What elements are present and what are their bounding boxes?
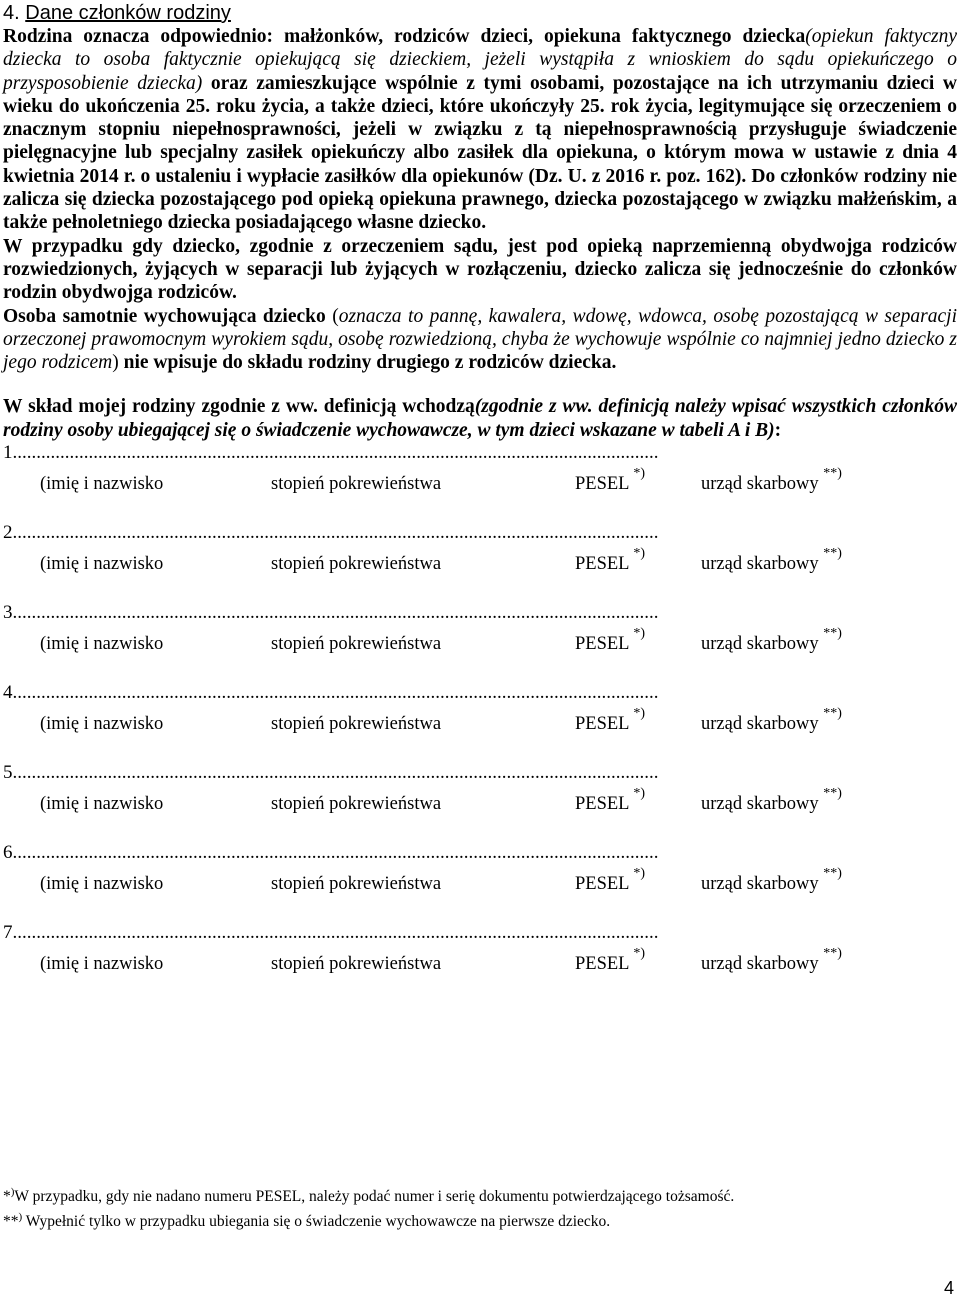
family-member-entry: [3, 442, 957, 522]
family-composition-intro: [3, 395, 957, 442]
footnote-1-text: W przypadku, gdy nie nadano numeru PESEL, należy podać numer i serię dokumentu potwierdzającego tożsamość.: [14, 1188, 735, 1205]
single-parent-paragraph: [3, 305, 957, 375]
single-parent-rule: nie wpisuje do składu rodziny drugiego z rodziców dziecka.: [123, 352, 617, 374]
label-tax-text: urząd skarbowy: [701, 954, 819, 975]
member-field-labels: [3, 468, 957, 498]
member-dots: .......................................................................................................................................: [17, 602, 659, 624]
label-tax-text: urząd skarbowy: [701, 714, 819, 735]
label-pesel-sup: *): [633, 866, 646, 882]
label-name: (imię i nazwisko: [40, 954, 164, 975]
composition-instruction: (zgodnie z ww. definicją należy wpisać wszystkich członków rodziny osoby ubiegającej się o świadczenie wychowawcze, w tym dzieci wskazane w tabeli A i B): [3, 396, 957, 441]
label-tax-sup: **): [823, 546, 842, 562]
label-tax-office: [701, 626, 842, 655]
member-number: 3.: [3, 602, 18, 624]
section-number: 4.: [3, 2, 20, 24]
label-relation: stopień pokrewieństwa: [271, 474, 442, 495]
label-pesel: [575, 786, 646, 815]
label-pesel-text: PESEL: [575, 634, 629, 655]
label-relation: stopień pokrewieństwa: [271, 954, 442, 975]
label-pesel-sup: *): [633, 786, 646, 802]
footnote-pesel: [3, 1185, 957, 1210]
family-member-entry: [3, 762, 957, 842]
family-member-entry: [3, 682, 957, 762]
label-name: (imię i nazwisko: [40, 634, 164, 655]
member-dots: .......................................................................................................................................: [17, 522, 659, 544]
label-tax-sup: **): [823, 466, 842, 482]
label-name: (imię i nazwisko: [40, 474, 164, 495]
document-page: [3, 0, 957, 1002]
label-tax-office: [701, 466, 842, 495]
family-member-entry: [3, 922, 957, 1002]
member-fill-line[interactable]: [3, 922, 659, 944]
label-pesel: [575, 706, 646, 735]
single-parent-definition: oznacza to pannę, kawalera, wdowę, wdowca, osobę pozostającą w separacji orzeczonej prawomocnym wyrokiem sądu, osobę rozwiedzioną, chyba że wychowuje wspólnie co najmniej jedno dziecko z jego rodzicem: [3, 305, 958, 374]
label-pesel-text: PESEL: [575, 474, 629, 495]
label-tax-sup: **): [823, 946, 842, 962]
member-number: 7.: [3, 922, 18, 944]
family-member-entry: [3, 602, 957, 682]
label-tax-text: urząd skarbowy: [701, 554, 819, 575]
label-relation: stopień pokrewieństwa: [271, 874, 442, 895]
single-parent-term: Osoba samotnie wychowująca dziecko: [3, 305, 326, 327]
page-number: 4: [943, 1278, 954, 1298]
label-tax-office: [701, 946, 842, 975]
label-pesel: [575, 466, 646, 495]
footnote-2-sup: ): [18, 1211, 23, 1223]
label-pesel-text: PESEL: [575, 874, 629, 895]
footnote-1-sup: ): [10, 1186, 15, 1198]
label-pesel-text: PESEL: [575, 954, 629, 975]
label-pesel-sup: *): [633, 706, 646, 722]
label-tax-office: [701, 706, 842, 735]
member-fill-line[interactable]: [3, 842, 659, 864]
composition-colon: :: [774, 419, 782, 441]
paren-open: (: [325, 305, 339, 327]
label-tax-office: [701, 866, 842, 895]
member-dots: .......................................................................................................................................: [17, 762, 659, 784]
label-relation: stopień pokrewieństwa: [271, 554, 442, 575]
spacer: [3, 374, 957, 395]
composition-lead: W skład mojej rodziny zgodnie z ww. definicją wchodzą: [3, 396, 475, 418]
member-field-labels: [3, 548, 957, 578]
member-number: 5.: [3, 762, 18, 784]
label-pesel: [575, 946, 646, 975]
label-tax-sup: **): [823, 626, 842, 642]
footnote-1-mark: *: [3, 1188, 11, 1205]
label-pesel: [575, 626, 646, 655]
label-tax-sup: **): [823, 706, 842, 722]
member-field-labels: [3, 948, 957, 978]
label-tax-text: urząd skarbowy: [701, 474, 819, 495]
definition-exclusions: Do członków rodziny nie zalicza się dziecka pozostającego pod opieką opiekuna prawnego, dziecka pozostającego w związku małżeńskim, a także pełnoletniego dziecka posiadającego własne dziecko.: [3, 165, 957, 234]
label-pesel-sup: *): [633, 466, 646, 482]
label-name: (imię i nazwisko: [40, 714, 164, 735]
family-definition-paragraph: [3, 25, 957, 235]
family-member-entry: [3, 842, 957, 922]
label-tax-office: [701, 786, 842, 815]
label-pesel-text: PESEL: [575, 714, 629, 735]
label-tax-sup: **): [823, 866, 842, 882]
section-heading: [3, 0, 957, 25]
member-dots: .......................................................................................................................................: [17, 842, 659, 864]
member-field-labels: [3, 628, 957, 658]
label-relation: stopień pokrewieństwa: [271, 794, 442, 815]
label-pesel-text: PESEL: [575, 554, 629, 575]
label-name: (imię i nazwisko: [40, 554, 164, 575]
footnotes: [3, 1185, 957, 1235]
member-fill-line[interactable]: [3, 602, 659, 624]
label-relation: stopień pokrewieństwa: [271, 634, 442, 655]
member-number: 4.: [3, 682, 18, 704]
alternating-custody-paragraph: W przypadku gdy dziecko, zgodnie z orzeczeniem sądu, jest pod opieką naprzemienną obydwojga rodziców rozwiedzionych, żyjących w separacji lub żyjących w rozłączeniu, dziecko zalicza się jednocześnie do członków rodzin obydwojga rodziców.: [3, 235, 957, 304]
member-fill-line[interactable]: [3, 442, 659, 464]
label-pesel: [575, 546, 646, 575]
family-member-entry: [3, 522, 957, 602]
label-pesel-sup: *): [633, 946, 646, 962]
footnote-tax-office: [3, 1210, 957, 1235]
member-fill-line[interactable]: [3, 682, 659, 704]
family-members-list: [3, 442, 957, 1002]
member-field-labels: [3, 868, 957, 898]
member-dots: .......................................................................................................................................: [17, 682, 659, 704]
member-number: 1.: [3, 442, 18, 464]
label-tax-office: [701, 546, 842, 575]
guardian-note: (opiekun faktyczny dziecka to osoba faktycznie opiekującą się dzieckiem, jeżeli wystąpiła z wnioskiem do sądu opiekuńczego o przysposobienie dziecka): [3, 26, 958, 94]
paren-close: ): [112, 352, 124, 374]
section-title: Dane członków rodziny: [25, 2, 231, 24]
label-pesel-text: PESEL: [575, 794, 629, 815]
label-tax-sup: **): [823, 786, 842, 802]
member-fill-line[interactable]: [3, 522, 659, 544]
label-name: (imię i nazwisko: [40, 874, 164, 895]
label-tax-text: urząd skarbowy: [701, 634, 819, 655]
label-pesel: [575, 866, 646, 895]
member-dots: .......................................................................................................................................: [17, 442, 659, 464]
label-tax-text: urząd skarbowy: [701, 794, 819, 815]
footnote-2-text: Wypełnić tylko w przypadku ubiegania się o świadczenie wychowawcze na pierwsze dziecko.: [22, 1213, 611, 1230]
label-name: (imię i nazwisko: [40, 794, 164, 815]
member-field-labels: [3, 788, 957, 818]
label-pesel-sup: *): [633, 626, 646, 642]
member-number: 2.: [3, 522, 18, 544]
member-dots: .......................................................................................................................................: [17, 922, 659, 944]
member-number: 6.: [3, 842, 18, 864]
label-relation: stopień pokrewieństwa: [271, 714, 442, 735]
footnote-2-mark: **: [3, 1213, 19, 1230]
definition-intro: Rodzina oznacza odpowiednio: małżonków, rodziców dzieci, opiekuna faktycznego dziecka: [3, 26, 806, 47]
member-fill-line[interactable]: [3, 762, 659, 784]
definition-children: oraz zamieszkujące wspólnie z tymi osobami, pozostające na ich utrzymaniu dzieci w wieku do ukończenia 25. roku życia, a także dzieci, które ukończyły 25. rok życia, legitymujące się orzeczeniem o znacznym stopniu niepełnosprawności, jeżeli w związku z tą niepełnosprawnością przysługuje świadczenie pielęgnacyjne lub specjalny zasiłek opiekuńczy albo zasiłek dla opiekuna, o którym mowa w ustawie z dnia 4 kwietnia 2014 r. o ustaleniu i wypłacie zasiłków dla opiekunów (Dz. U. z 2016 r. poz. 162).: [3, 72, 958, 187]
label-tax-text: urząd skarbowy: [701, 874, 819, 895]
label-pesel-sup: *): [633, 546, 646, 562]
member-field-labels: [3, 708, 957, 738]
